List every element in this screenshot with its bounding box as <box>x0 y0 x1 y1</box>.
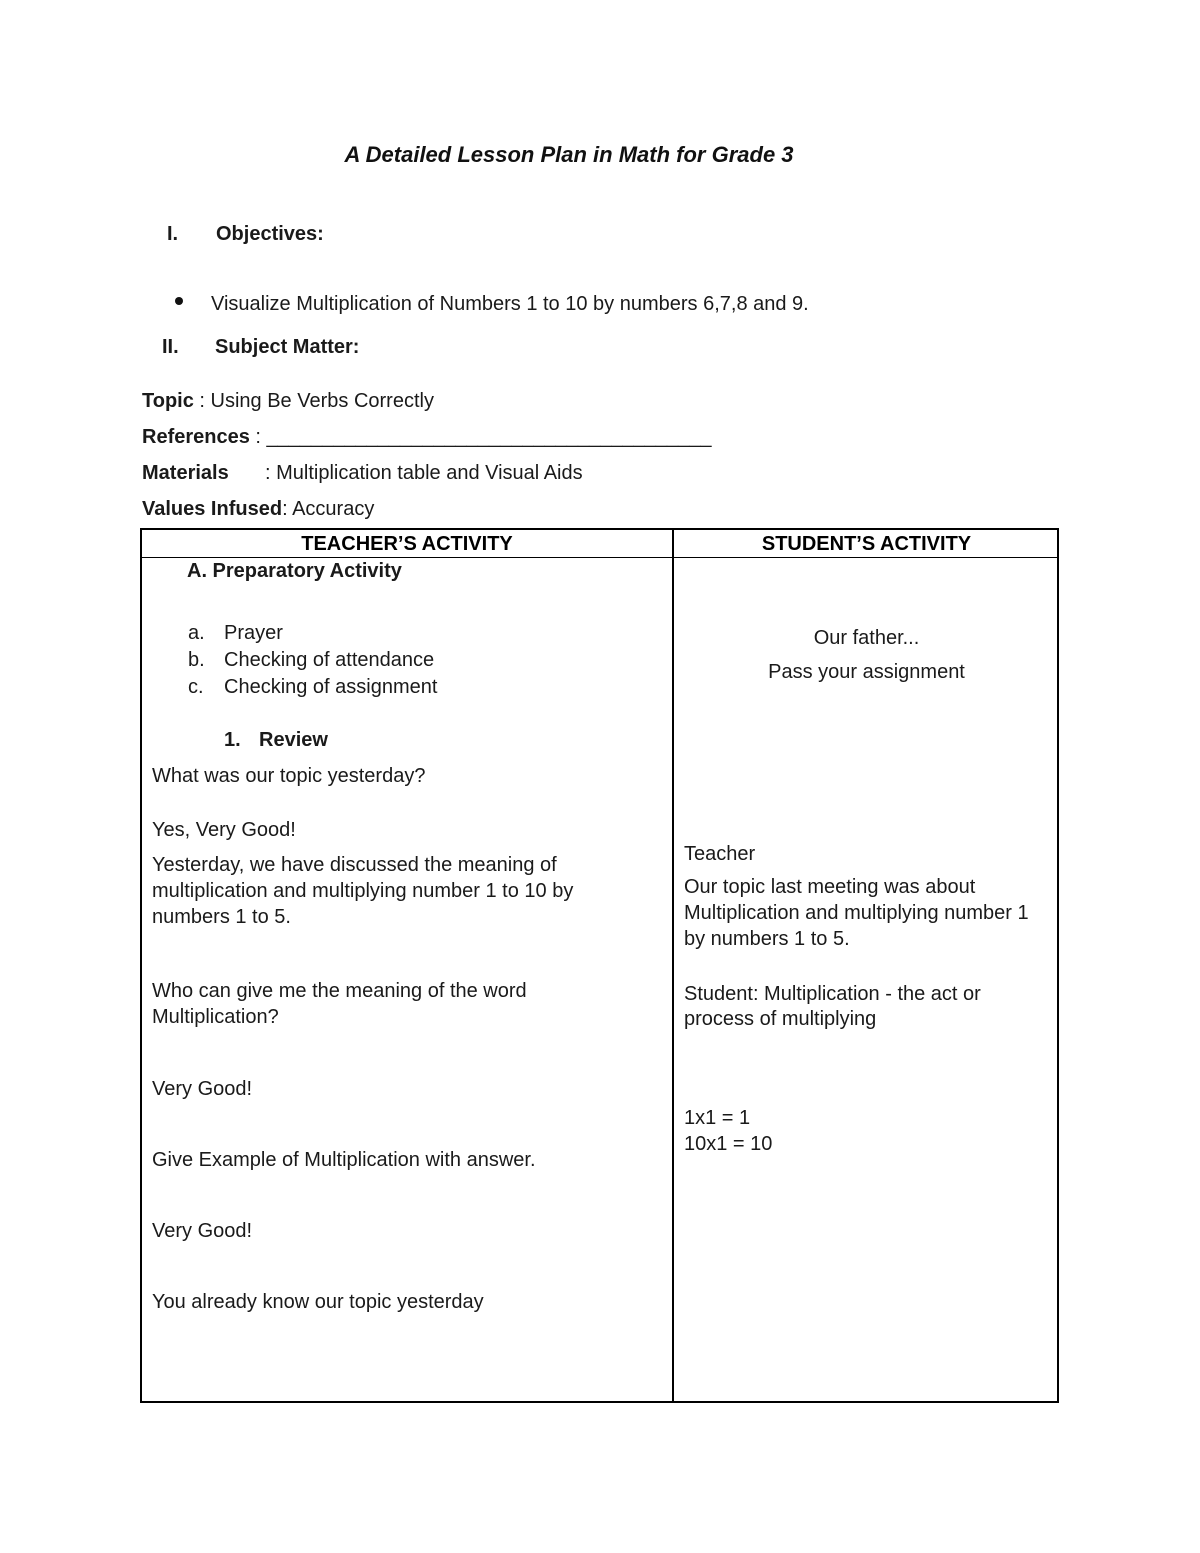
student-pass-assignment: Pass your assignment <box>768 661 965 683</box>
materials-value: : Multiplication table and Visual Aids <box>265 462 583 484</box>
give-example-text: Give Example of Multiplication with answer. <box>152 1149 536 1171</box>
yesterday-discussion-text: Yesterday, we have discussed the meaning of multiplication and multiplying number 1 to 10 by numbers 1 to 5. <box>152 854 574 928</box>
references-value: : ________________________________________ <box>249 426 712 448</box>
subject-matter-heading: Subject Matter: <box>215 336 360 358</box>
student-prayer-response: Our father... <box>813 627 920 649</box>
objectives-numeral: I. <box>167 223 179 245</box>
subject-matter-numeral: II. <box>162 336 179 358</box>
yes-very-good-text: Yes, Very Good! <box>152 819 296 841</box>
prep-item-prayer: Prayer <box>224 622 283 644</box>
objectives-heading: Objectives: <box>216 223 324 245</box>
prep-item-marker: a. <box>188 622 205 644</box>
values-infused-label: Values Infused <box>142 498 283 520</box>
student-activity-header: STUDENT’S ACTIVITY <box>761 533 972 555</box>
materials-label: Materials <box>142 462 229 484</box>
very-good-text: Very Good! <box>152 1078 253 1100</box>
prep-item-marker: c. <box>188 676 204 698</box>
prep-item-assignment: Checking of assignment <box>224 676 438 698</box>
student-example-2: 10x1 = 10 <box>684 1133 773 1155</box>
bullet-icon <box>175 297 183 305</box>
objective-item: Visualize Multiplication of Numbers 1 to 10 by numbers 6,7,8 and 9. <box>211 293 809 315</box>
references-label: References <box>142 426 250 448</box>
teacher-activity-header: TEACHER’S ACTIVITY <box>301 533 513 555</box>
values-infused-field <box>142 497 374 521</box>
preparatory-activity-heading: A. Preparatory Activity <box>187 560 402 582</box>
prep-item-marker: b. <box>188 649 205 671</box>
student-example-1: 1x1 = 1 <box>684 1107 751 1129</box>
review-marker: 1. <box>224 729 241 751</box>
review-heading: Review <box>259 729 328 751</box>
document-title: A Detailed Lesson Plan in Math for Grade 3 <box>344 142 794 167</box>
very-good-text: Very Good! <box>152 1220 253 1242</box>
values-infused-value: : Accuracy <box>282 498 375 520</box>
student-teacher-label: Teacher <box>684 843 756 865</box>
student-topic-answer: Our topic last meeting was about Multiplication and multiplying number 1 by numbers 1 to 5. <box>684 876 1029 950</box>
question-meaning-multiplication: Who can give me the meaning of the word Multiplication? <box>152 980 527 1028</box>
question-topic-yesterday: What was our topic yesterday? <box>152 765 426 787</box>
prep-item-attendance: Checking of attendance <box>224 649 435 671</box>
already-know-text: You already know our topic yesterday <box>152 1291 484 1313</box>
topic-field <box>142 389 434 413</box>
topic-value: : Using Be Verbs Correctly <box>193 390 434 412</box>
topic-label: Topic <box>142 390 194 412</box>
references-field <box>142 425 711 449</box>
activity-table <box>140 528 1059 1403</box>
student-meaning-answer: Student: Multiplication - the act or process of multiplying <box>684 983 981 1030</box>
